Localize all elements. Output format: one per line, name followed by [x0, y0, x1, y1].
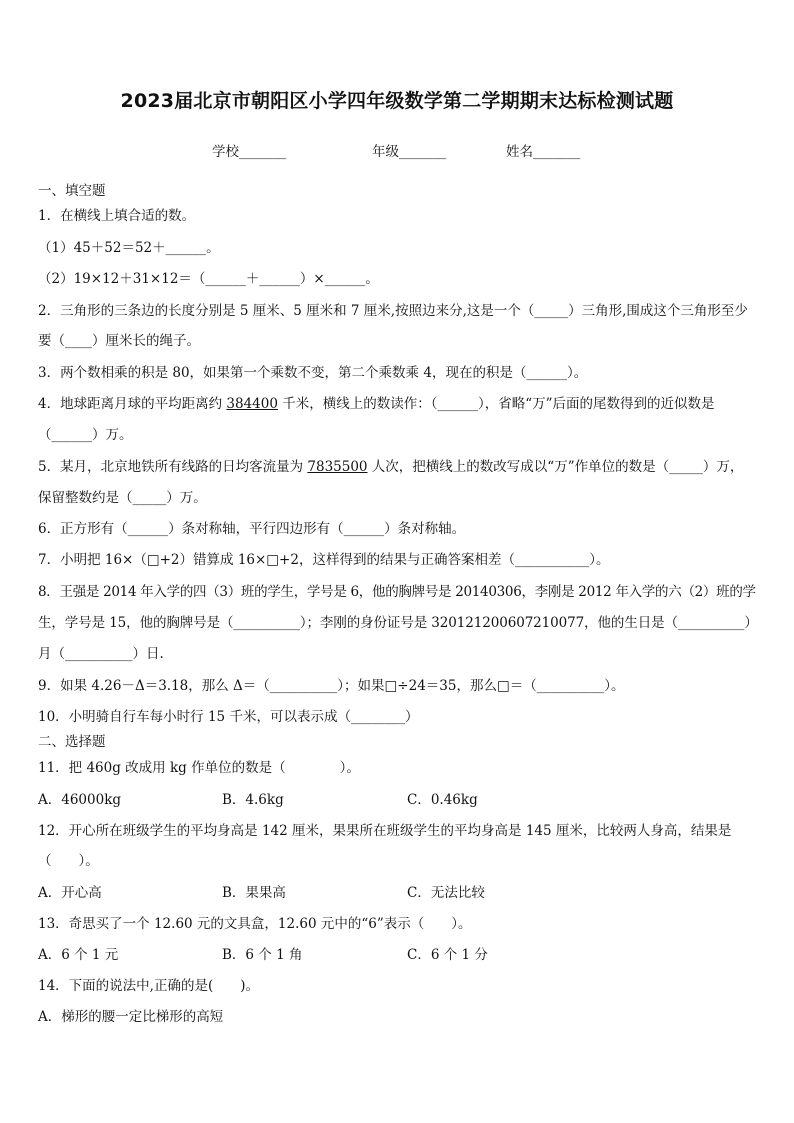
section-heading-choice: 二、选择题 — [38, 734, 106, 750]
underlined-number: 7835500 — [307, 459, 368, 475]
question-7: 7．小明把 16×（□+2）错算成 16×□+2，这样得到的结果与正确答案相差（___________）。 — [38, 552, 610, 568]
question-8-line-2: 生，学号是 15，他的胸牌号是（__________）；李刚的身份证号是 320121200607210077，他的生日是（__________） — [38, 615, 758, 631]
question-4-text: 4．地球距离月球的平均距离约 — [38, 396, 227, 412]
question-8-line-3: 月（__________）日. — [38, 646, 164, 662]
question-1-part-1: （1）45＋52＝52＋______。 — [38, 240, 220, 256]
name-field: 姓名_______ — [506, 144, 581, 160]
question-3: 3．两个数相乘的积是 80，如果第一个乘数不变，第二个乘数乘 4，现在的积是（______）。 — [38, 365, 588, 381]
question-14-option-a: A．梯形的腰一定比梯形的高短 — [38, 1009, 224, 1025]
question-9: 9．如果 4.26－Δ＝3.18，那么 Δ＝（__________）；如果□÷24＝35，那么□＝（__________）。 — [38, 678, 625, 694]
question-11: 11．把 460g 改成用 kg 作单位的数是（ ）。 — [38, 760, 360, 776]
question-2-line-1: 2．三角形的三条边的长度分别是 5 厘米、5 厘米和 7 厘米,按照边来分,这是一个（_____）三角形,围成这个三角形至少 — [38, 303, 748, 319]
question-11-option-c: C．0.46kg — [407, 792, 478, 808]
underlined-number: 384400 — [226, 396, 278, 412]
question-12-line-1: 12．开心所在班级学生的平均身高是 142 厘米，果果所在班级学生的平均身高是 145 厘米，比较两人身高，结果是 — [38, 823, 732, 839]
question-13: 13．奇思买了一个 12.60 元的文具盒，12.60 元中的“6”表示（ ）。 — [38, 916, 472, 932]
question-11-option-a: A．46000kg — [38, 792, 122, 808]
question-5-line-2: 保留整数约是（_____）万。 — [38, 490, 207, 506]
question-13-option-c: C．6 个 1 分 — [407, 947, 488, 963]
question-4-line-1 — [38, 395, 715, 413]
page-title: 2023届北京市朝阳区小学四年级数学第二学期期末达标检测试题 — [120, 90, 674, 112]
question-12-option-c: C．无法比较 — [407, 885, 485, 901]
question-1-part-2: （2）19×12＋31×12＝（______＋______）×______。 — [38, 271, 379, 287]
question-14: 14．下面的说法中,正确的是( )。 — [38, 978, 260, 994]
question-13-option-a: A．6 个 1 元 — [38, 947, 119, 963]
question-4-text-cont: 千米，横线上的数读作：（______），省略“万”后面的尾数得到的近似数是 — [277, 396, 715, 412]
question-12-option-b: B．果果高 — [222, 885, 286, 901]
question-12-line-2: （ ）。 — [38, 853, 99, 869]
question-13-option-b: B．6 个 1 角 — [222, 947, 303, 963]
question-12-option-a: A．开心高 — [38, 885, 102, 901]
question-11-option-b: B．4.6kg — [222, 792, 284, 808]
question-10: 10．小明骑自行车每小时行 15 千米，可以表示成（________） — [38, 709, 419, 725]
grade-field: 年级_______ — [372, 144, 447, 160]
question-2-line-2: 要（____）厘米长的绳子。 — [38, 333, 200, 349]
question-5-line-1 — [38, 458, 743, 476]
section-heading-fill-in: 一、填空题 — [38, 183, 106, 199]
question-1: 1．在横线上填合适的数。 — [38, 208, 196, 224]
question-6: 6．正方形有（______）条对称轴，平行四边形有（______）条对称轴。 — [38, 521, 466, 537]
school-field: 学校_______ — [212, 144, 287, 160]
question-5-text: 5．某月，北京地铁所有线路的日均客流量为 — [38, 459, 308, 475]
question-5-text-cont: 人次，把横线上的数改写成以“万”作单位的数是（_____）万， — [367, 459, 744, 475]
question-8-line-1: 8．王强是 2014 年入学的四（3）班的学生，学号是 6，他的胸牌号是 20140306，李刚是 2012 年入学的六（2）班的学 — [38, 584, 756, 600]
question-4-line-2: （______）万。 — [38, 427, 133, 443]
